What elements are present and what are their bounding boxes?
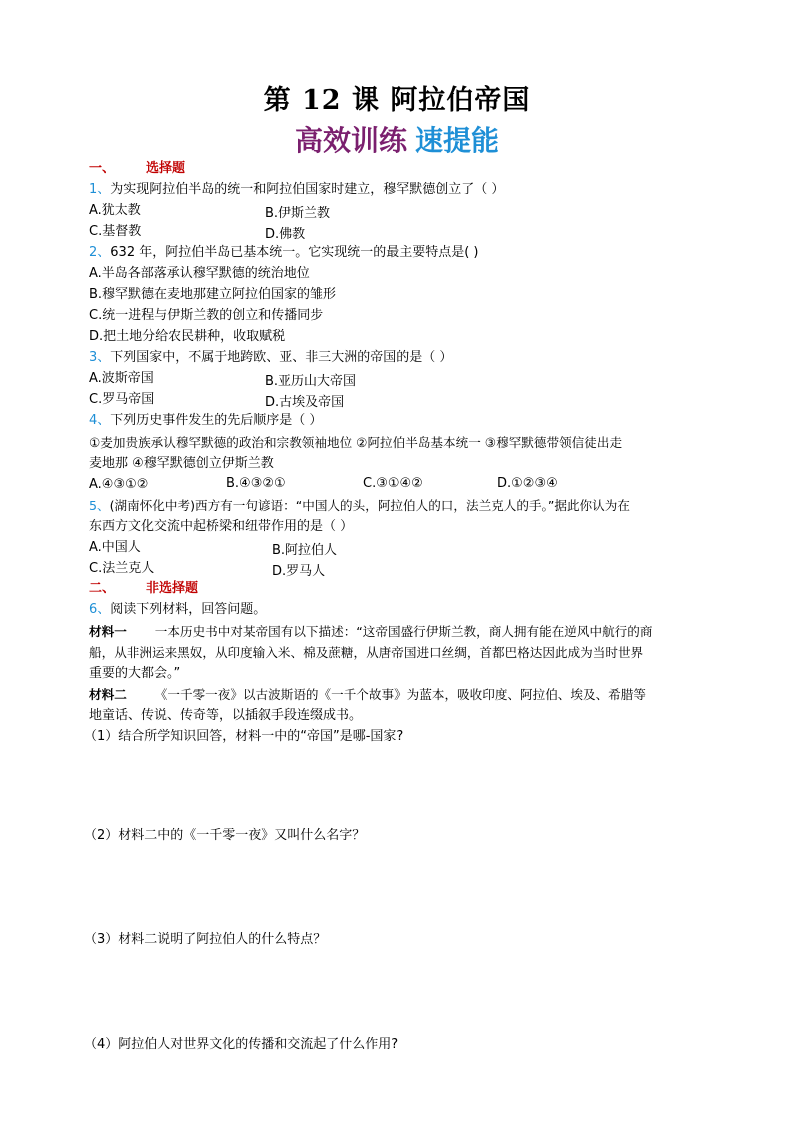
question-number: 5、 <box>89 498 110 513</box>
sub-question-2: （2）材料二中的《一千零一夜》又叫什么名字？ <box>84 828 366 843</box>
q1-option-b: B.伊斯兰教 <box>265 206 331 221</box>
q2-option-a: A.半岛各部落承认穆罕默德的统治地位 <box>89 266 310 281</box>
q4-events-line2: 麦地那 ④穆罕默德创立伊斯兰教 <box>89 456 274 471</box>
section-heading-nonchoice <box>89 580 198 598</box>
question-text: 阅读下列材料，回答问题。 <box>110 602 267 617</box>
q3-option-b: B.亚历山大帝国 <box>265 374 357 389</box>
q4-option-b: B.④③②① <box>226 476 286 491</box>
question-number: 1、 <box>89 182 111 197</box>
q5-option-b: B.阿拉伯人 <box>272 543 338 558</box>
question-text: 下列历史事件发生的先后顺序是（ ） <box>110 413 323 428</box>
q5-option-a: A.中国人 <box>89 540 141 555</box>
subtitle-part1: 高效训练 <box>294 124 407 157</box>
q1-option-a: A.犹太教 <box>89 203 141 218</box>
question-number: 4、 <box>89 413 111 428</box>
question-2 <box>89 244 479 262</box>
material-1-line1 <box>89 623 652 641</box>
question-number: 6、 <box>89 602 111 617</box>
question-text: (湖南怀化中考)西方有一句谚语：“中国人的头，阿拉伯人的口，法兰克人的手。”据此你认为在 <box>109 498 630 513</box>
question-text: 下列国家中，不属于地跨欧、亚、非三大洲的帝国的是（ ） <box>110 350 453 365</box>
question-5 <box>89 497 630 515</box>
subtitle-part2: 速提能 <box>415 124 500 157</box>
question-6 <box>89 601 266 619</box>
question-1 <box>89 181 504 199</box>
page-title: 第 12 课 阿拉伯帝国 <box>263 85 531 116</box>
material-2-line2: 地童话、传说、传奇等，以插叙手段连缀成书。 <box>89 708 363 723</box>
q5-text-line2: 东西方文化交流中起桥梁和纽带作用的是（ ） <box>89 519 354 534</box>
q1-option-c: C.基督教 <box>89 224 142 239</box>
q5-option-d: D.罗马人 <box>272 564 326 579</box>
material-1-label: 材料一 <box>89 624 127 639</box>
question-4 <box>89 412 322 430</box>
question-number: 2、 <box>89 245 111 260</box>
section-title: 选择题 <box>146 161 186 176</box>
page-subtitle <box>0 119 794 159</box>
section-heading-choice <box>89 160 185 178</box>
material-1-line2: 船，从非洲运来黑奴，从印度输入米、棉及蔗糖，从唐帝国进口丝绸，首都巴格达因此成为当时世界 <box>89 645 644 660</box>
sub-question-4: （4）阿拉伯人对世界文化的传播和交流起了什么作用? <box>84 1037 399 1052</box>
material-2-label: 材料二 <box>89 687 127 702</box>
q4-option-d: D.①②③④ <box>497 476 558 491</box>
material-2-text: 《一千零一夜》以古波斯语的《一千个故事》为蓝本，吸收印度、阿拉伯、埃及、希腊等 <box>154 687 646 702</box>
q3-option-c: C.罗马帝国 <box>89 392 155 407</box>
sub-question-3: （3）材料二说明了阿拉伯人的什么特点？ <box>84 932 327 947</box>
q3-option-a: A.波斯帝国 <box>89 371 154 386</box>
material-1-line3: 重要的大都会。” <box>89 666 181 681</box>
q2-option-d: D.把土地分给农民耕种，收取赋税 <box>89 329 286 344</box>
question-text: 632 年，阿拉伯半岛已基本统一。它实现统一的最主要特点是( ) <box>110 245 479 260</box>
question-text: 为实现阿拉伯半岛的统一和阿拉伯国家时建立，穆罕默德创立了（ ） <box>110 182 505 197</box>
sub-question-1: （1）结合所学知识回答，材料一中的“帝国”是哪-国家? <box>84 729 404 744</box>
material-1-text: 一本历史书中对某帝国有以下描述：“这帝国盛行伊斯兰教，商人拥有能在逆风中航行的商 <box>154 624 653 639</box>
q5-option-c: C.法兰克人 <box>89 561 155 576</box>
question-3 <box>89 349 452 367</box>
section-number: 一、 <box>89 161 116 176</box>
question-number: 3、 <box>89 350 111 365</box>
q1-option-d: D.佛教 <box>265 227 306 242</box>
section-number: 二、 <box>89 581 116 596</box>
q4-events-line1: ①麦加贵族承认穆罕默德的政治和宗教领袖地位 ②阿拉伯半岛基本统一 ③穆罕默德带领信徒出走 <box>89 435 623 450</box>
section-title: 非选择题 <box>146 581 199 596</box>
q4-option-a: A.④③①② <box>89 477 149 492</box>
q3-option-d: D.古埃及帝国 <box>265 395 345 410</box>
q2-option-c: C.统一进程与伊斯兰教的创立和传播同步 <box>89 308 324 323</box>
material-2-line1 <box>89 686 646 704</box>
q2-option-b: B.穆罕默德在麦地那建立阿拉伯国家的雏形 <box>89 287 337 302</box>
q4-option-c: C.③①④② <box>363 476 423 491</box>
